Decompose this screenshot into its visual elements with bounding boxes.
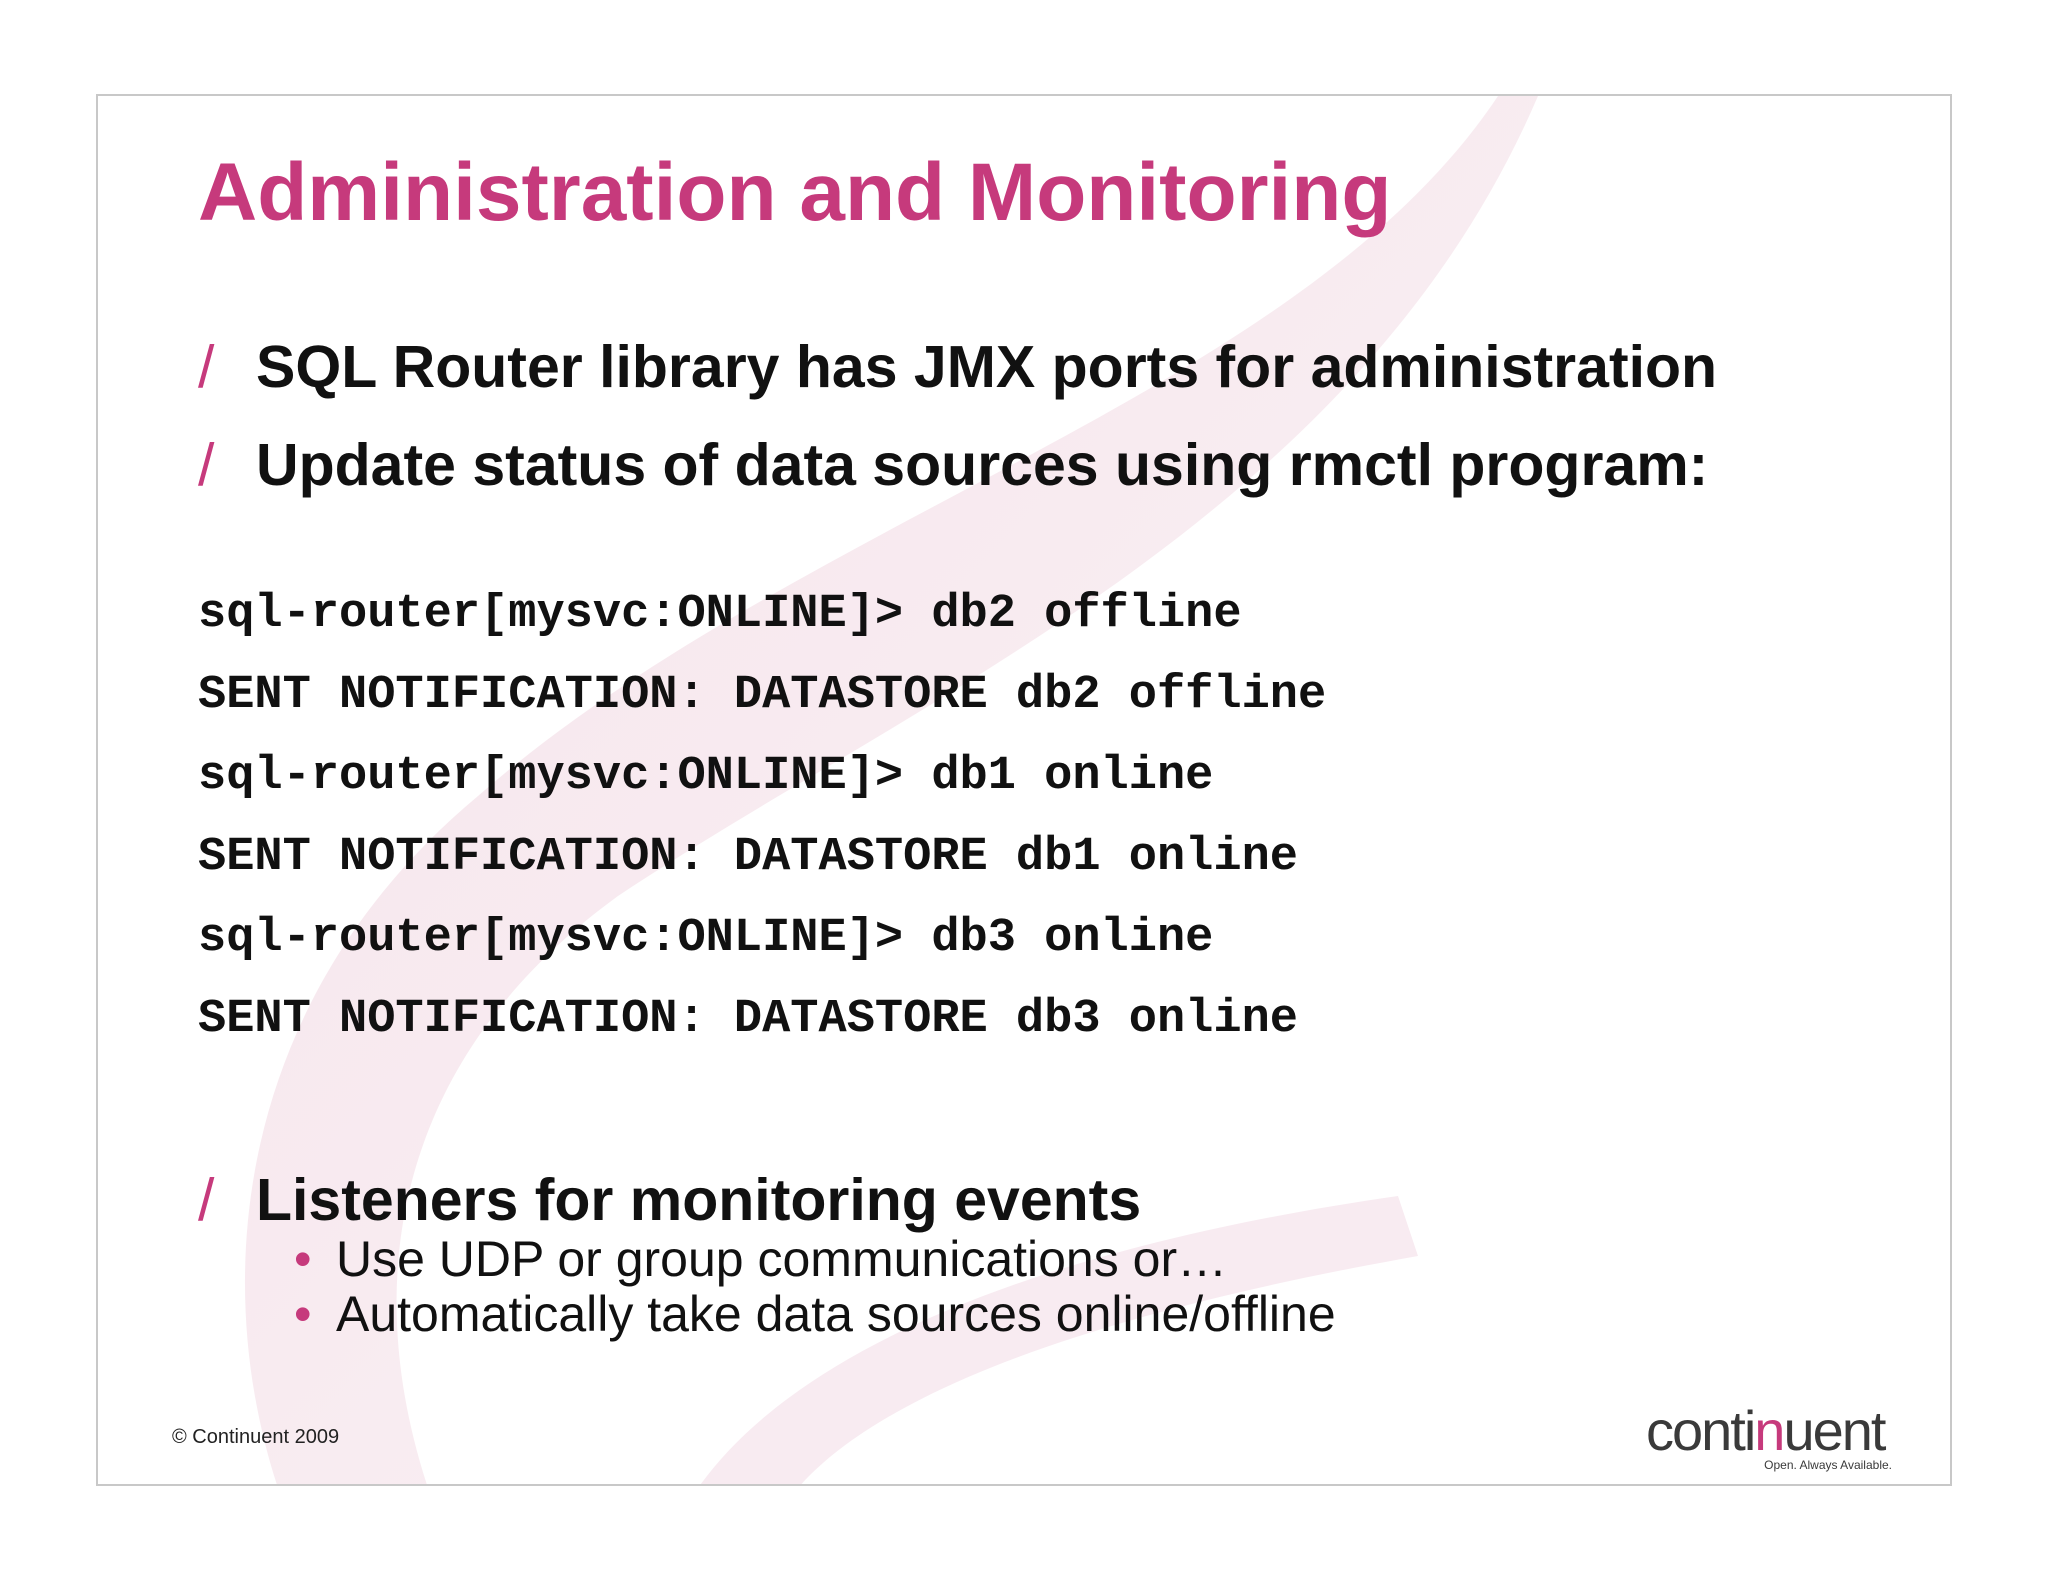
code-line: SENT NOTIFICATION: DATASTORE db1 online [198, 831, 1298, 884]
slide-title: Administration and Monitoring [198, 147, 1392, 238]
code-line: sql-router[mysvc:ONLINE]> db1 online [198, 750, 1214, 803]
code-line: sql-router[mysvc:ONLINE]> db3 online [198, 912, 1214, 965]
bullet-jmx-ports [198, 332, 1717, 403]
bullet-text: Update status of data sources using rmctl program: [256, 432, 1709, 498]
bullet-rmctl-program [198, 430, 1708, 501]
slide [96, 94, 1952, 1486]
code-block [198, 574, 1326, 1060]
sub-bullet-marker: • [294, 1231, 312, 1287]
sub-bullet-automatic [294, 1286, 1336, 1344]
logo-wordmark: continuent [1646, 1399, 1885, 1462]
sub-bullet-text: Automatically take data sources online/offline [336, 1286, 1336, 1342]
continuent-logo [1624, 1396, 1910, 1478]
bullet-marker: / [198, 1167, 215, 1233]
bullet-text: SQL Router library has JMX ports for administration [256, 334, 1718, 400]
bullet-marker: / [198, 432, 215, 498]
code-line: sql-router[mysvc:ONLINE]> db2 offline [198, 588, 1242, 641]
copyright-footer: © Continuent 2009 [172, 1426, 340, 1448]
bullet-listeners [198, 1165, 1141, 1236]
code-line: SENT NOTIFICATION: DATASTORE db2 offline [198, 669, 1327, 722]
sub-bullet-marker: • [294, 1286, 312, 1342]
sub-bullet-udp [294, 1231, 1227, 1289]
code-line: SENT NOTIFICATION: DATASTORE db3 online [198, 993, 1298, 1046]
logo-tagline: Open. Always Available. [1764, 1458, 1892, 1472]
bullet-marker: / [198, 334, 215, 400]
sub-bullet-text: Use UDP or group communications or… [336, 1231, 1228, 1287]
logo-accent-letter: n [1754, 1399, 1784, 1462]
bullet-text: Listeners for monitoring events [256, 1167, 1142, 1233]
